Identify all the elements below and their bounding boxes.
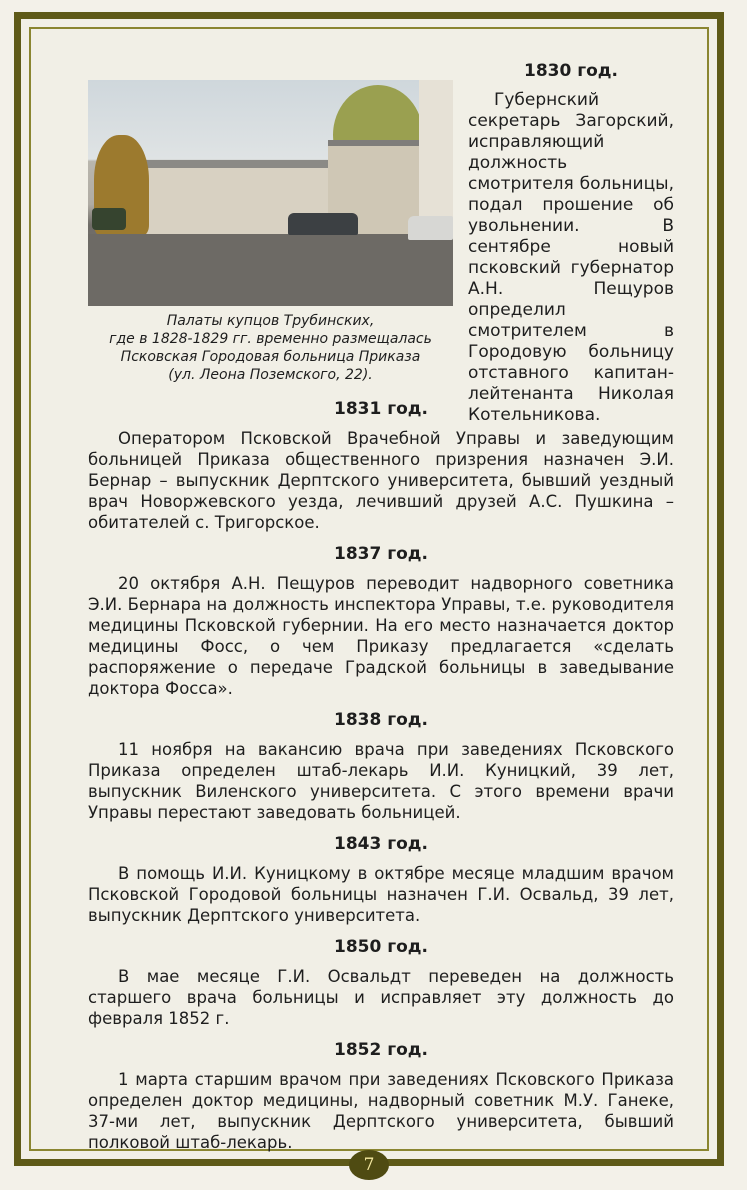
- section-1837: [88, 543, 674, 699]
- year-heading: 1830 год.: [524, 61, 618, 81]
- section-text: Оператором Псковской Врачебной Управы и заведующим больницей Приказа общественного призрения назначен Э.И. Бернар – выпускник Дерптского университета, бывший уездный врач Новоржевского уезда, лечивший друзей А.С. Пушкина – обитателей с. Тригорское.: [88, 429, 674, 532]
- caption-line: Псковская Городовая больница Приказа: [120, 349, 421, 365]
- section-text: 11 ноября на вакансию врача при заведениях Псковского Приказа определен штаб-лекарь И.И. Куницкий, 39 лет, выпускник Виленского университета. С этого времени врачи Управы перестают заведовать больницей.: [88, 740, 674, 822]
- section-1830: [468, 60, 674, 443]
- year-heading: 1843 год.: [334, 834, 428, 854]
- page-number: 7: [349, 1150, 389, 1180]
- section-1843: [88, 833, 674, 926]
- building-photo: [88, 80, 453, 306]
- year-heading: 1838 год.: [334, 710, 428, 730]
- section-text: Губернский секретарь Загорский, исправляющий должность смотрителя больницы, подал прошение об увольнении. В сентябре новый псковский губернатор А.Н. Пещуров определил смотрителем в Городовую больницу отставного капитан-лейтенанта Николая Котельникова.: [468, 90, 674, 425]
- section-1850: [88, 936, 674, 1029]
- year-heading: 1837 год.: [334, 544, 428, 564]
- year-heading: 1852 год.: [334, 1040, 428, 1060]
- section-text: 1 марта старшим врачом при заведениях Псковского Приказа определен доктор медицины, надворный советник М.У. Ганеке, 37-ми лет, выпускник Дерптского университета, бывший полковой штаб-лекарь.: [88, 1070, 674, 1152]
- year-heading: 1850 год.: [334, 937, 428, 957]
- photo-block: [88, 80, 453, 384]
- caption-line: (ул. Леона Поземского, 22).: [168, 367, 373, 383]
- year-heading: 1831 год.: [334, 399, 428, 419]
- section-text: В мае месяце Г.И. Освальдт переведен на должность старшего врача больницы и исправляет эту должность до февраля 1852 г.: [88, 967, 674, 1028]
- section-text: 20 октября А.Н. Пещуров переводит надворного советника Э.И. Бернара на должность инспектора Управы, т.е. руководителя медицины Псковской губернии. На его место назначается доктор медицины Фосс, о чем Приказу предлагается «сделать распоряжение о передаче Градской больницы в заведывание доктора Фосса».: [88, 574, 674, 698]
- caption-line: где в 1828-1829 гг. временно размещалась: [109, 331, 432, 347]
- section-text: В помощь И.И. Куницкому в октябре месяце младшим врачом Псковской Городовой больницы назначен Г.И. Освальд, 39 лет, выпускник Дерптского университета.: [88, 864, 674, 925]
- lower-sections: [88, 398, 674, 1163]
- section-1852: [88, 1039, 674, 1153]
- section-1838: [88, 709, 674, 823]
- section-1831: [88, 398, 674, 533]
- caption-line: Палаты купцов Трубинских,: [166, 313, 375, 329]
- photo-caption: [88, 312, 453, 384]
